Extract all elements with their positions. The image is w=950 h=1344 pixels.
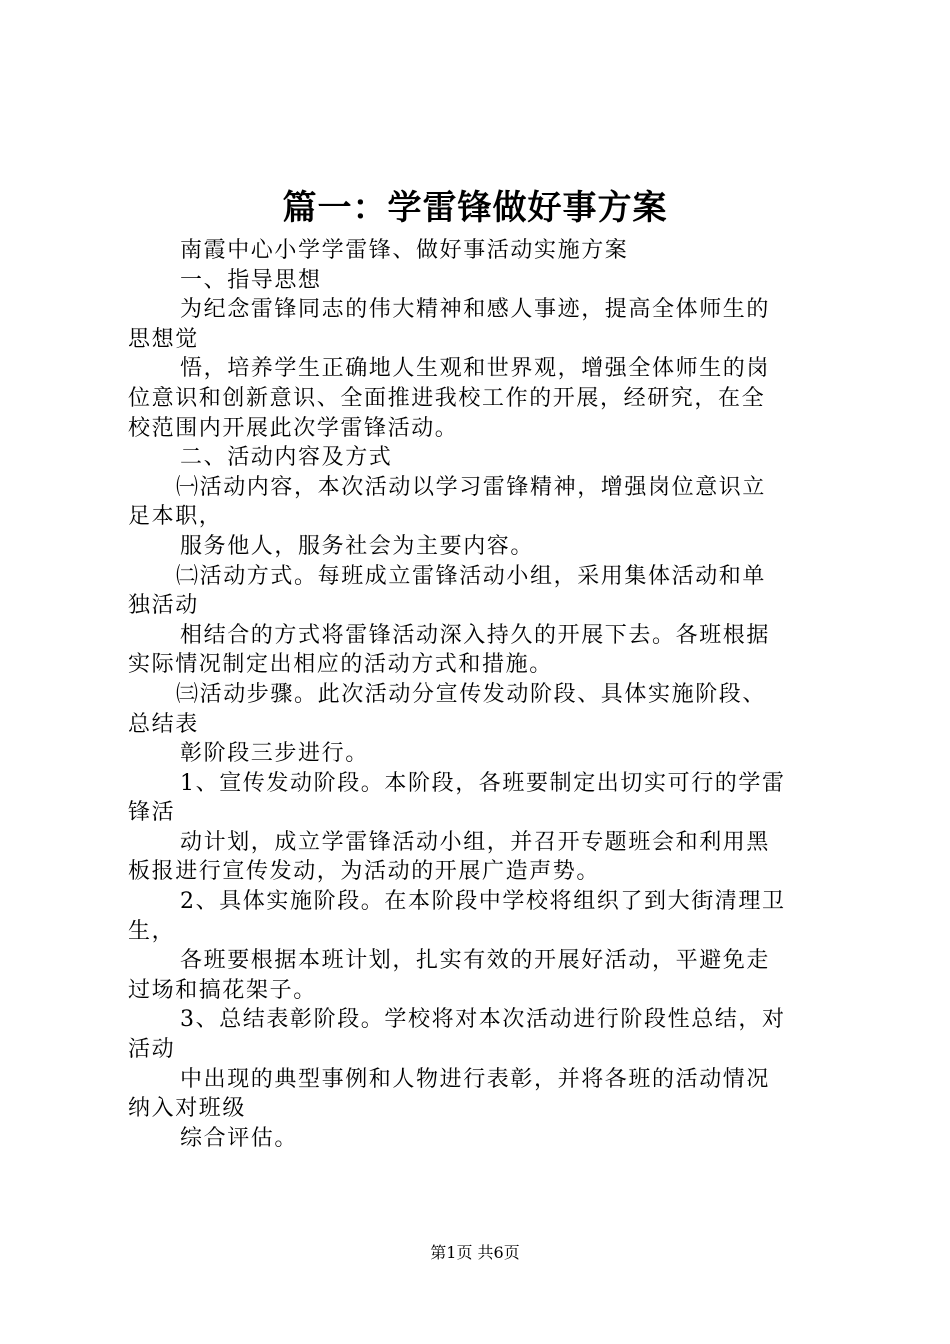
paragraph-line: 1、宣传发动阶段。本阶段，各班要制定出切实可行的学雷 [180,770,786,796]
document-body [128,236,833,1153]
paragraph-line: 综合评估。 [180,1125,299,1151]
paragraph-line: 3、总结表彰阶段。学校将对本次活动进行阶段性总结，对 [180,1007,786,1033]
paragraph-line: 位意识和创新意识、全面推进我校工作的开展，经研究，在全 [128,385,766,411]
paragraph-line: 总结表 [128,711,199,737]
paragraph-line: 思想觉 [128,326,199,352]
paragraph-line: 2、具体实施阶段。在本阶段中学校将组织了到大街清理卫 [180,889,786,915]
paragraph-line: 各班要根据本班计划，扎实有效的开展好活动，平避免走 [180,948,771,974]
paragraph-line: ㈠活动内容，本次活动以学习雷锋精神，增强岗位意识立 [176,474,767,500]
paragraph-line: ㈢活动步骤。此次活动分宣传发动阶段、具体实施阶段、 [176,681,767,707]
paragraph-line: 足本职， [128,504,223,530]
paragraph-line: 服务他人，服务社会为主要内容。 [180,533,535,559]
paragraph-line: 锋活 [128,800,176,826]
paragraph-line: 彰阶段三步进行。 [180,741,369,767]
paragraph-line: 生， [128,918,176,944]
paragraph-line: 过场和搞花架子。 [128,977,317,1003]
paragraph-line: 纳入对班级 [128,1096,247,1122]
paragraph-line: 相结合的方式将雷锋活动深入持久的开展下去。各班根据 [180,622,771,648]
page-number: 第1页 共6页 [430,1243,520,1262]
subtitle-line: 南霞中心小学学雷锋、做好事活动实施方案 [180,238,629,263]
paragraph-line: 活动 [128,1037,176,1063]
paragraph-line: 悟，培养学生正确地人生观和世界观，增强全体师生的岗 [180,356,771,382]
paragraph-line: 动计划，成立学雷锋活动小组，并召开专题班会和利用黑 [180,829,771,855]
paragraph-line: 中出现的典型事例和人物进行表彰，并将各班的活动情况 [180,1066,771,1092]
paragraph-line: 实际情况制定出相应的活动方式和措施。 [128,652,553,678]
section-heading: 一、指导思想 [180,267,322,293]
paragraph-line: 校范围内开展此次学雷锋活动。 [128,415,459,441]
document-title: 篇一：学雷锋做好事方案 [282,188,668,228]
paragraph-line: 为纪念雷锋同志的伟大精神和感人事迹，提高全体师生的 [180,297,771,323]
paragraph-line: 板报进行宣传发动，为活动的开展广造声势。 [128,859,601,885]
paragraph-line: ㈡活动方式。每班成立雷锋活动小组，采用集体活动和单 [176,563,767,589]
paragraph-line: 独活动 [128,593,199,619]
section-heading: 二、活动内容及方式 [180,445,393,471]
